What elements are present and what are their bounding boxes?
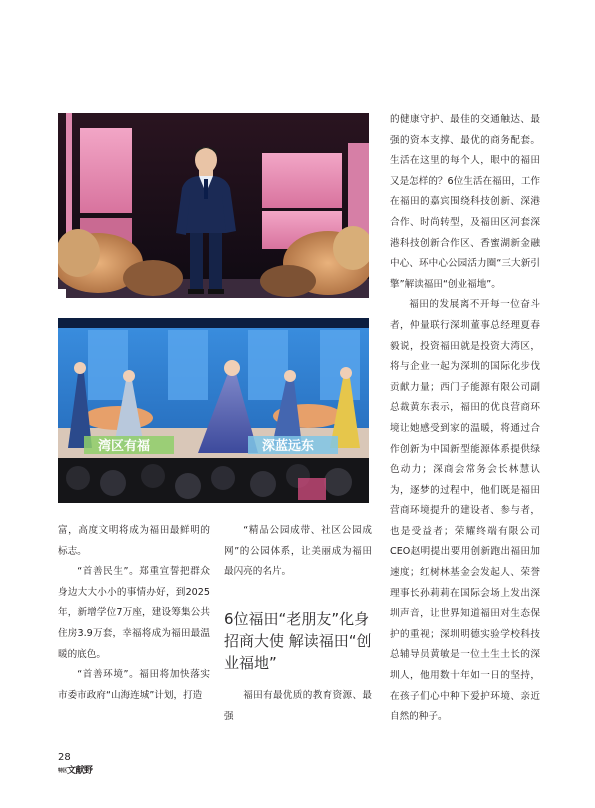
speaker-photo — [58, 113, 369, 298]
logo-small: 特区 — [58, 768, 68, 774]
right-column — [390, 110, 540, 728]
right-paragraph-1: 的健康守护、最佳的交通触达、最强的资本支撑、最优的商务配套。生活在这里的每个人，眼中的福田又是怎样的？6位生活在福田，工作在福田的嘉宾围绕科技创新、深港合作、时尚转型，及福田区河套深港科技创新合作区、香蜜湖新金融中心、环中心公园活力圈“三大新引擎”解读福田“创业福地”。 — [390, 114, 541, 290]
middle-column-text — [224, 521, 372, 583]
section-headline: 6位福田“老朋友”化身招商大使 解读福田“创业福地” — [224, 610, 372, 672]
stage-banner-right: 深蓝远东 — [262, 439, 315, 454]
middle-paragraph-1: “精品公园成带、社区公园成网”的公园体系，让美丽成为福田最闪亮的名片。 — [224, 525, 372, 578]
left-paragraph-1: 富，高度文明将成为福田最鲜明的标志。 — [58, 525, 210, 557]
fashion-show-illustration — [58, 318, 369, 503]
fashion-show-photo — [58, 318, 369, 503]
magazine-logo — [58, 766, 93, 776]
left-paragraph-3: “首善环境”。福田将加快落实市委市政府“山海连城”计划，打造 — [58, 669, 210, 701]
middle-column-text-2 — [224, 686, 372, 727]
right-paragraph-2: 福田的发展离不开每一位奋斗者，仲量联行深圳董事总经理夏春毅说，投资福田就是投资大湾区，将与企业一起为深圳的国际化步伐贡献力量；西门子能源有限公司副总裁黄东表示，福田的优良营商环境让她感受到家的温暖，将通过合作创新为中国新型能源体系提供绿色动力；深商会常务会长林慧认为，逐梦的过程中，他们既是福田营商环境提升的建设者、参与者，也是受益者；荣耀终端有限公司CEO赵明提出要用创新跑出福田加速度；红树林基金会发起人、荣誉理事长孙莉莉在国际会场上发出深圳声音，让世界知道福田对生态保护的重视；深圳明德实验学校科技总辅导员黄敏是一位土生土长的深圳人，他用数十年如一日的坚持，在孩子们心中种下爱护环境、亲近自然的种子。 — [390, 299, 540, 723]
logo-main: 文献野 — [67, 766, 93, 776]
page-number: 28 — [58, 752, 71, 763]
left-paragraph-2: “首善民生”。郑重宣誓把群众身边大大小小的事情办好，到2025年，新增学位7万座，建设筹集公共住房3.9万套，幸福将成为福田最温暖的底色。 — [58, 566, 210, 660]
stage-banner-left: 湾区有福 — [98, 439, 151, 454]
left-column — [58, 521, 210, 706]
middle-paragraph-2: 福田有最优质的教育资源、最强 — [224, 690, 372, 722]
speaker-photo-illustration — [58, 113, 369, 298]
